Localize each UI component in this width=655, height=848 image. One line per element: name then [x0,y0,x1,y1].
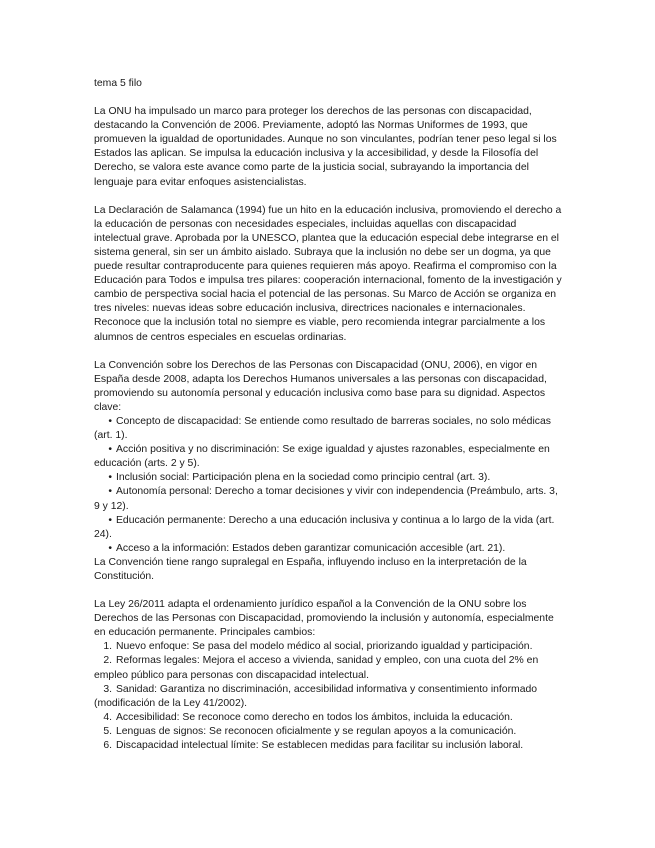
list-item [94,514,563,542]
list-item-text: Nuevo enfoque: Se pasa del modelo médico al social, priorizando igualdad y participación. [116,641,533,653]
list-item-text: Autonomía personal: Derecho a tomar decisiones y vivir con independencia (Preámbulo, arts. 3, 9 y 12). [94,486,558,512]
list-item [94,471,563,485]
bullet-icon: • [108,444,112,456]
list-item-number: 1. [103,641,112,653]
list-item [94,654,563,682]
list-item [94,415,563,443]
ley-changes-list [94,640,563,753]
list-item-text: Lenguas de signos: Se reconocen oficialmente y se regulan apoyos a la comunicación. [116,725,517,737]
list-item [94,739,563,753]
list-item-text: Sanidad: Garantiza no discriminación, accesibilidad informativa y consentimiento informado (modificación de la Ley 41/2002). [94,683,538,709]
convencion-outro: La Convención tiene rango supralegal en España, influyendo incluso en la interpretación de la Constitución. [94,556,527,582]
document-title: tema 5 filo [94,78,142,89]
list-item-text: Concepto de discapacidad: Se entiende como resultado de barreras sociales, no solo médicas (art. 1). [94,415,551,442]
list-item [94,683,563,711]
list-item-number: 2. [103,655,112,667]
convencion-key-aspects-list [94,415,563,556]
bullet-icon: • [108,486,112,498]
list-item-number: 5. [103,725,112,737]
convencion-intro: La Convención sobre los Derechos de las Personas con Discapacidad (ONU, 2006), en vigor en España desde 2008, adapta los Derechos Humanos universales a las personas con discapacidad, promoviendo su autonomía personal y educación inclusiva como base para su dignidad. Aspectos clave: [94,359,547,413]
paragraph-onu: La ONU ha impulsado un marco para proteger los derechos de las personas con discapacidad, destacando la Convención de 2006. Previamente, adoptó las Normas Uniformes de 1993, que promueven la igualdad de oportunidades. Aunque no son vinculantes, podrían tener peso legal si los Estados las aplican. Se impulsa la educación inclusiva y la accesibilidad, y desde la Filosofía del Derecho, se valora este avance como parte de la justicia social, subrayando la importancia del lenguaje para evitar enfoques asistencialistas. [94,106,557,188]
list-item [94,443,563,471]
bullet-icon: • [108,514,112,526]
section-ley-26-2011 [94,598,563,753]
ley-intro: La Ley 26/2011 adapta el ordenamiento jurídico español a la Convención de la ONU sobre los Derechos de las Personas con Discapacidad, promoviendo la inclusión y autonomía, especialmente en educación permanente. Principales cambios: [94,599,554,639]
list-item-text: Accesibilidad: Se reconoce como derecho en todos los ámbitos, incluida la educación. [116,711,513,723]
bullet-icon: • [108,472,112,484]
list-item-number: 3. [103,683,112,695]
list-item-text: Acción positiva y no discriminación: Se exige igualdad y ajustes razonables, especialmente en educación (arts. 2 y 5). [94,444,550,470]
list-item [94,542,563,556]
list-item [94,485,563,513]
list-item-number: 4. [103,711,112,723]
paragraph-salamanca: La Declaración de Salamanca (1994) fue un hito en la educación inclusiva, promoviendo el derecho a la educación de personas con necesidades especiales, incluidas aquellas con discapacidad intelectual grave. Aprobada por la UNESCO, plantea que la educación especial debe integrarse en el sistema general, sin ser un ámbito aislado. Subraya que la inclusión no debe ser un dogma, ya que puede resultar contraproducente para quienes requieren más apoyo. Reafirma el compromiso con la Educación para Todos e impulsa tres pilares: cooperación internacional, fomento de la investigación y cambio de perspectiva social hacia el potencial de las personas. Su Marco de Acción se organiza en tres niveles: nuevas ideas sobre educación inclusiva, directrices nacionales e internacionales. Reconoce que la inclusión total no siempre es viable, pero recomienda integrar parcialmente a los alumnos de centros especiales en escuelas ordinarias. [94,204,562,343]
list-item-text: Reformas legales: Mejora el acceso a vivienda, sanidad y empleo, con una cuota del 2% en empleo público para personas con discapacidad intelectual. [94,655,539,681]
list-item-number: 6. [103,740,112,752]
list-item-text: Educación permanente: Derecho a una educación inclusiva y continua a lo largo de la vida (art. 24). [94,514,555,540]
list-item-text: Acceso a la información: Estados deben garantizar comunicación accesible (art. 21). [116,542,506,554]
list-item [94,640,563,654]
bullet-icon: • [108,542,112,554]
list-item-text: Inclusión social: Participación plena en la sociedad como principio central (art. 3). [116,472,491,484]
list-item-text: Discapacidad intelectual límite: Se establecen medidas para facilitar su inclusión laboral. [116,740,524,752]
bullet-icon: • [108,415,112,427]
list-item [94,711,563,725]
section-convencion [94,359,563,585]
list-item [94,725,563,739]
